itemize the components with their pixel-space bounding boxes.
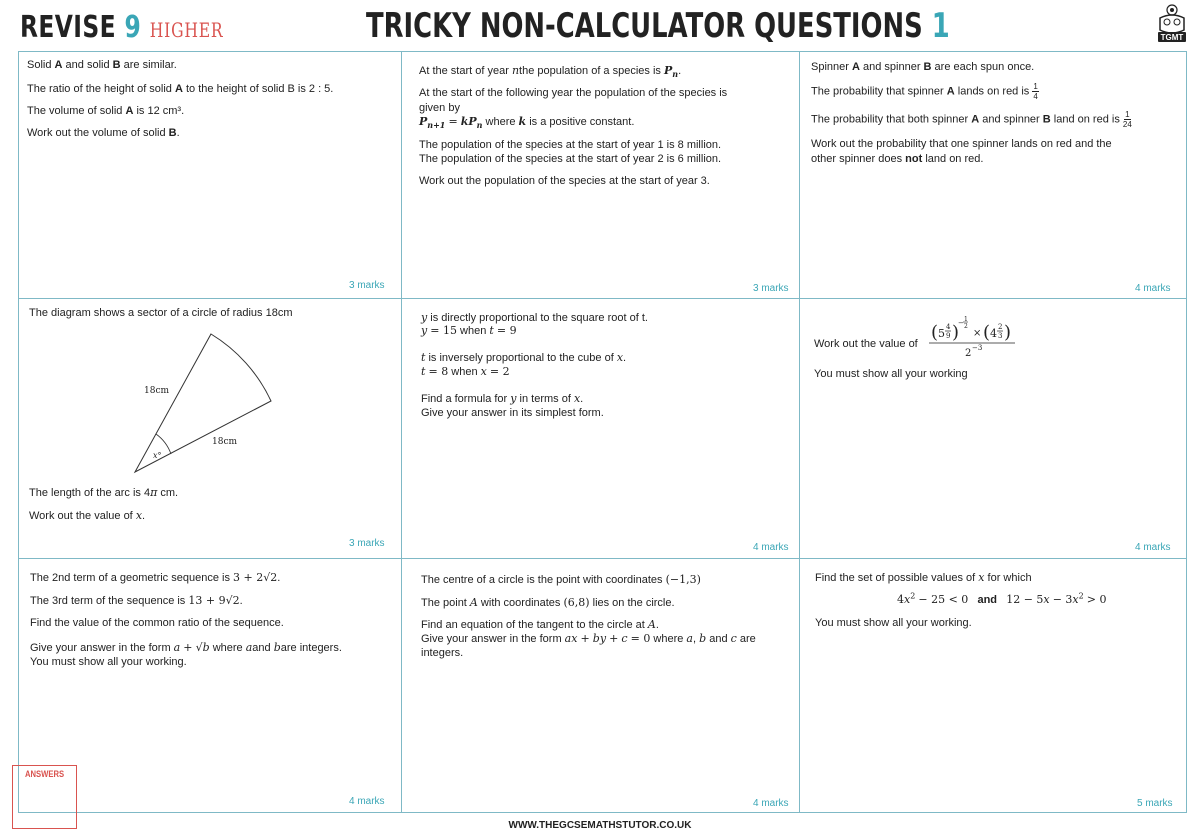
q5-line-3: t is inversely proportional to the cube of x.: [421, 351, 627, 364]
page-title: [366, 6, 950, 46]
q1-line-2: The ratio of the height of solid A to the height of solid B is 2 : 5.: [27, 83, 334, 95]
svg-text:2: 2: [998, 323, 1003, 331]
q6-expression: [929, 315, 1029, 361]
label-angle: x°: [153, 451, 162, 460]
q7-line-2: The 3rd term of the sequence is 13 + 9√2.: [30, 594, 243, 607]
q6-marks: 4 marks: [1135, 542, 1171, 553]
q6-line-1: Work out the value of: [814, 338, 918, 350]
question-card-q4: [19, 299, 401, 558]
q7-line-5: You must show all your working.: [30, 656, 187, 668]
svg-text:(: (: [983, 322, 991, 343]
q7-line-3: Find the value of the common ratio of the sequence.: [30, 617, 284, 629]
q7-line-4: Give your answer in the form a + √b where aand bare integers.: [30, 641, 342, 654]
label-radius-2: 18cm: [212, 437, 238, 447]
svg-text:(: (: [931, 322, 939, 343]
q3-line-5: other spinner does not land on red.: [811, 153, 984, 165]
svg-text:): ): [952, 322, 960, 343]
brand: [20, 10, 223, 45]
q5-line-4: t = 8 when x = 2: [421, 365, 510, 378]
q1-line-3: The volume of solid A is 12 cm³.: [27, 105, 185, 117]
question-card-q2: [401, 52, 799, 298]
q7-marks: 4 marks: [349, 796, 385, 807]
q6-line-2: You must show all your working: [814, 368, 968, 380]
question-card-q9: [799, 559, 1186, 812]
q2-line-6: The population of the species at the start of year 2 is 6 million.: [419, 153, 722, 165]
brand-tier: HIGHER: [149, 18, 224, 42]
svg-text:1: 1: [964, 316, 968, 323]
q8-line-5: integers.: [421, 647, 464, 659]
q3-line-1: Spinner A and spinner B are each spun once.: [811, 61, 1035, 73]
q2-line-1: At the start of year nthe population of a species is $P_n$.: [419, 64, 682, 80]
question-card-q6: [799, 299, 1186, 558]
footer-url: WWW.THEGCSEMATHSTUTOR.CO.UK: [508, 820, 692, 831]
q4-marks: 3 marks: [349, 538, 385, 549]
question-grid: [18, 51, 1187, 813]
svg-text:4: 4: [946, 323, 951, 331]
q3-line-2: The probability that spinner A lands on red is $\frac{1}{4}$: [811, 82, 1038, 101]
q4-line-1: The diagram shows a sector of a circle of radius 18cm: [29, 307, 293, 319]
question-card-q8: [401, 559, 799, 812]
q4-line-2: The length of the arc is 4π cm.: [29, 486, 179, 499]
answers-label: ANSWERS: [25, 769, 65, 779]
brand-number: 9: [124, 10, 142, 45]
question-card-q1: [19, 52, 401, 298]
q1-line-4: Work out the volume of solid B.: [27, 127, 180, 139]
q5-line-6: Give your answer in its simplest form.: [421, 407, 604, 419]
q1-line-1: Solid A and solid B are similar.: [27, 59, 177, 71]
q1-marks: 3 marks: [349, 280, 385, 291]
q5-line-2: y = 15 when t = 9: [421, 324, 517, 337]
svg-text:−: −: [958, 319, 964, 327]
q2-line-3: given by: [419, 102, 460, 114]
page-title-number: 1: [931, 6, 950, 46]
q8-line-1: The centre of a circle is the point with coordinates (−1,3): [421, 573, 701, 586]
sector-diagram: [119, 331, 289, 481]
svg-text:2: 2: [964, 323, 968, 330]
svg-text:3: 3: [998, 332, 1003, 340]
page-header: [0, 0, 1200, 48]
q8-line-3: Find an equation of the tangent to the circle at A.: [421, 618, 659, 631]
q3-line-4: Work out the probability that one spinner lands on red and the: [811, 138, 1112, 150]
q4-line-3: Work out the value of x.: [29, 509, 146, 522]
page-title-text: TRICKY NON-CALCULATOR QUESTIONS: [366, 6, 923, 46]
q2-line-4: $P_{n+1} = kP_n$ where k is a positive constant.: [419, 115, 635, 131]
q2-line-2: At the start of the following year the population of the species is: [419, 87, 728, 99]
brand-word: REVISE: [20, 10, 117, 45]
q8-line-4: Give your answer in the form ax + by + c = 0 where a, b and c are: [421, 632, 756, 645]
q8-marks: 4 marks: [753, 798, 789, 809]
svg-text:5: 5: [938, 327, 945, 340]
q2-line-5: The population of the species at the start of year 1 is 8 million.: [419, 139, 722, 151]
svg-text:−3: −3: [972, 344, 983, 352]
logo-text: TGMT: [1160, 33, 1184, 42]
q5-line-5: Find a formula for y in terms of x.: [421, 392, 584, 405]
svg-text:9: 9: [946, 332, 951, 340]
q9-line-2: $4x^2 - 25 < 0$ and $12 - 5x - 3x^2 > 0$: [897, 591, 1107, 606]
question-card-q5: [401, 299, 799, 558]
q3-line-3: The probability that both spinner A and spinner B land on red is $\frac{1}{24}$: [811, 110, 1132, 129]
owl-logo-icon: [1155, 2, 1189, 44]
label-radius-1: 18cm: [144, 386, 170, 396]
q9-line-3: You must show all your working.: [815, 617, 972, 629]
svg-text:): ): [1004, 322, 1012, 343]
q9-marks: 5 marks: [1137, 798, 1173, 809]
q8-line-2: The point A with coordinates (6,8) lies on the circle.: [421, 596, 675, 609]
q5-marks: 4 marks: [753, 542, 789, 553]
q7-line-1: The 2nd term of a geometric sequence is 3 + 2√2.: [30, 571, 281, 584]
question-card-q3: [799, 52, 1186, 298]
svg-text:×: ×: [973, 328, 982, 339]
q9-line-1: Find the set of possible values of x for which: [815, 571, 1032, 584]
q2-line-7: Work out the population of the species at the start of year 3.: [419, 175, 710, 187]
q2-marks: 3 marks: [753, 283, 789, 294]
q3-marks: 4 marks: [1135, 283, 1171, 294]
svg-text:4: 4: [990, 327, 997, 340]
svg-text:2: 2: [965, 348, 972, 359]
q5-line-1: y is directly proportional to the square root of t.: [421, 311, 648, 324]
